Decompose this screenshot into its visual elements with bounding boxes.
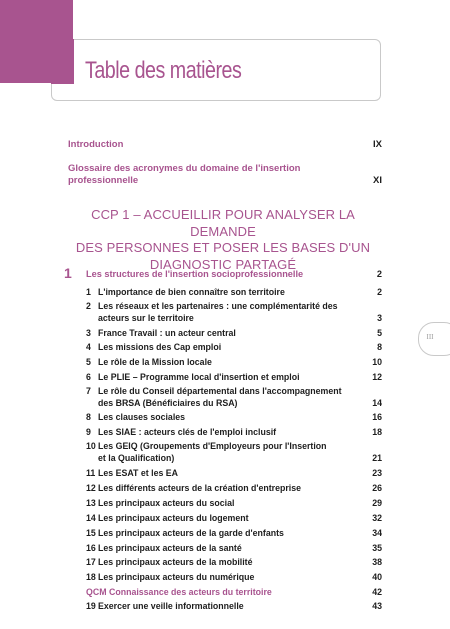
page-folio-number: III: [426, 333, 434, 341]
toc-item-number: 13: [86, 498, 96, 508]
toc-item-label: Les principaux acteurs du social: [98, 498, 235, 508]
toc-item[interactable]: [86, 542, 382, 554]
section-title-line: DES PERSONNES ET POSER LES BASES D'UN: [75, 240, 371, 255]
toc-item-label-line: Le rôle du Conseil départemental dans l'accompagnement: [98, 386, 342, 396]
toc-item-label: Les ESAT et les EA: [98, 468, 179, 478]
toc-item[interactable]: [86, 371, 382, 383]
section-title: [64, 207, 382, 273]
section-title-line: DIAGNOSTIC PARTAGÉ: [149, 256, 297, 272]
toc-entry-label: Glossaire des acronymes du domaine de l'insertion: [68, 163, 301, 174]
toc-item[interactable]: [86, 300, 382, 324]
chapter-title: Les structures de l'insertion socioprofessionnelle: [86, 269, 304, 279]
toc-item-number: 18: [86, 572, 96, 582]
toc-item-page: 5: [377, 328, 382, 338]
toc-item-page: 38: [372, 557, 382, 567]
chapter-page: 2: [376, 269, 382, 279]
toc-item-page: 34: [372, 528, 382, 538]
toc-item-label: Les différents acteurs de la création d'entreprise: [98, 483, 302, 493]
chapter-number: 1: [64, 265, 72, 281]
toc-item[interactable]: [86, 286, 382, 298]
toc-item-number: 6: [86, 372, 91, 382]
toc-entry-glossaire[interactable]: [68, 163, 382, 187]
toc-item-label: [98, 385, 344, 409]
toc-item-page: 16: [372, 412, 382, 422]
toc-item-label: L'importance de bien connaître son territoire: [98, 287, 285, 297]
toc-entry-label: Introduction: [68, 139, 124, 150]
toc-item[interactable]: [86, 411, 382, 423]
toc-item-page: 2: [377, 287, 382, 297]
toc-item-page: 14: [372, 398, 382, 408]
toc-item-label: [98, 300, 344, 324]
toc-item[interactable]: [86, 467, 382, 479]
toc-item-page: 29: [372, 498, 382, 508]
toc-item-page: 23: [372, 468, 382, 478]
toc-item-label: Les SIAE : acteurs clés de l'emploi inclusif: [98, 427, 277, 437]
toc-item-number: 3: [86, 328, 91, 338]
toc-item[interactable]: [86, 385, 382, 409]
toc-item-label: Les missions des Cap emploi: [98, 342, 222, 352]
toc-item-number: 17: [86, 557, 96, 567]
toc-item-page: 40: [372, 572, 382, 582]
toc-item-number: 1: [86, 287, 91, 297]
toc-item-number: 4: [86, 342, 91, 352]
toc-item[interactable]: [86, 527, 382, 539]
toc-item[interactable]: [86, 512, 382, 524]
toc-item[interactable]: [86, 600, 382, 612]
toc-item-label-line: Les GEIQ (Groupements d'Employeurs pour l'Insertion: [98, 441, 327, 451]
toc-item-page: 35: [372, 543, 382, 553]
toc-item-page: 32: [372, 513, 382, 523]
toc-item[interactable]: [86, 571, 382, 583]
toc-item-page: 8: [377, 342, 382, 352]
toc-item-page: 43: [372, 601, 382, 611]
toc-item-number: 11: [86, 468, 96, 478]
toc-item-page: 18: [372, 427, 382, 437]
toc-item-number: 15: [86, 528, 96, 538]
toc-item-label: Exercer une veille informationnelle: [98, 601, 244, 611]
toc-entry-label-continued: professionnelle: [68, 175, 139, 186]
toc-item-number: 12: [86, 483, 96, 493]
toc-item-label: Les principaux acteurs de la garde d'enfants: [98, 528, 284, 538]
toc-item-number: 7: [86, 386, 91, 396]
page-folio-tab: [418, 322, 450, 356]
toc-entry-page: IX: [373, 139, 382, 150]
toc-item-page: 21: [372, 453, 382, 463]
toc-item-page: 26: [372, 483, 382, 493]
toc-item-label: [98, 440, 344, 464]
toc-item[interactable]: [86, 556, 382, 568]
toc-entry-introduction[interactable]: [68, 139, 382, 151]
toc-item[interactable]: [86, 440, 382, 464]
toc-item-page: 10: [372, 357, 382, 367]
title-frame-corner: [51, 39, 74, 84]
toc-item-number: 2: [86, 301, 91, 311]
toc-item-label: Les principaux acteurs du numérique: [98, 572, 255, 582]
toc-item-number: 16: [86, 543, 96, 553]
toc-item-page: 3: [377, 313, 382, 323]
chapter-heading[interactable]: [64, 267, 382, 283]
toc-item-number: 19: [86, 601, 96, 611]
toc-item-label: QCM Connaissance des acteurs du territoire: [86, 587, 272, 597]
toc-item[interactable]: [86, 497, 382, 509]
toc-item-label: France Travail : un acteur central: [98, 328, 236, 338]
toc-item-label: Les principaux acteurs de la santé: [98, 543, 242, 553]
toc-item[interactable]: [86, 356, 382, 368]
toc-item-label: Le rôle de la Mission locale: [98, 357, 212, 367]
page-title: Table des matières: [85, 57, 242, 84]
section-title-line: CCP 1 – ACCUEILLIR POUR ANALYSER LA DEMANDE: [91, 207, 355, 239]
toc-item[interactable]: [86, 482, 382, 494]
toc-item-label-line: des BRSA (Bénéficiaires du RSA): [98, 398, 238, 408]
toc-item-page: 42: [372, 587, 382, 597]
toc-item-number: 5: [86, 357, 91, 367]
toc-item-number: 9: [86, 427, 91, 437]
toc-item-label: Le PLIE – Programme local d'insertion et emploi: [98, 372, 300, 382]
toc-item-label-line: acteurs sur le territoire: [98, 313, 194, 323]
toc-item-label: Les principaux acteurs du logement: [98, 513, 249, 523]
toc-item-page: 12: [372, 372, 382, 382]
toc-item-number: 10: [86, 441, 96, 451]
toc-item[interactable]: [86, 426, 382, 438]
toc-item-number: 14: [86, 513, 96, 523]
toc-item-label-line: et la Qualification): [98, 453, 175, 463]
toc-item-number: 8: [86, 412, 91, 422]
toc-item-label: Les clauses sociales: [98, 412, 186, 422]
toc-item-qcm[interactable]: [86, 586, 382, 598]
toc-item-label-line: Les réseaux et les partenaires : une complémentarité des: [98, 301, 338, 311]
toc-item[interactable]: [86, 327, 382, 339]
toc-item[interactable]: [86, 341, 382, 353]
toc-item-label: Les principaux acteurs de la mobilité: [98, 557, 253, 567]
toc-entry-page: XI: [373, 175, 382, 186]
